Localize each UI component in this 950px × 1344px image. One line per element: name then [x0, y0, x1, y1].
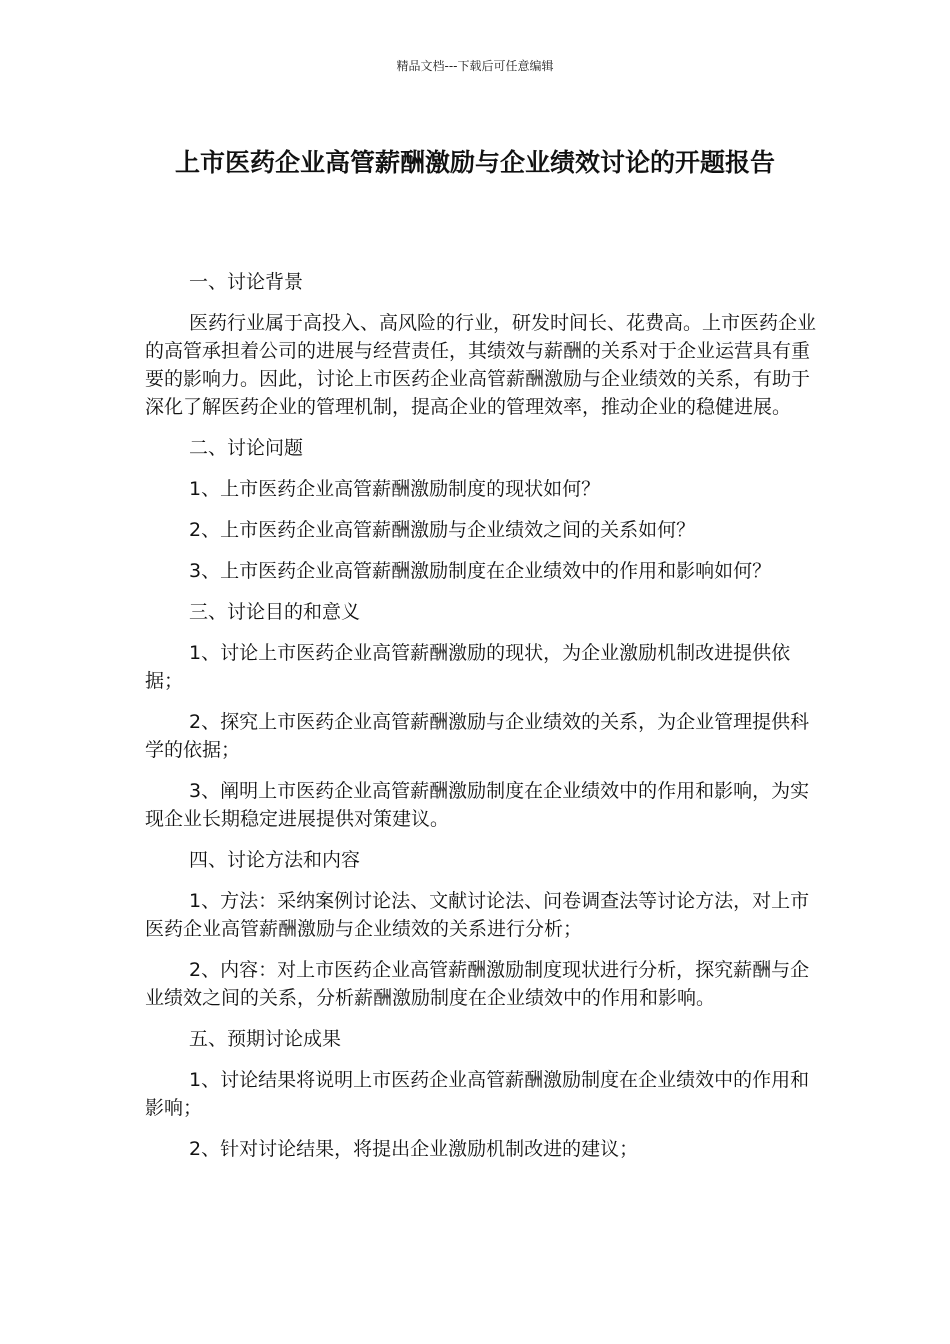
question-item-3: 3、上市医药企业高管薪酬激励制度在企业绩效中的作用和影响如何？ — [189, 560, 772, 582]
section-heading-methods: 四、讨论方法和内容 — [189, 849, 361, 871]
purpose-item-3: 3、阐明上市医药企业高管薪酬激励制度在企业绩效中的作用和影响，为实现企业长期稳定进展提供对策建议。 — [145, 780, 810, 830]
purpose-item-1: 1、讨论上市医药企业高管薪酬激励的现状，为企业激励机制改进提供依据； — [145, 642, 791, 692]
question-item-2: 2、上市医药企业高管薪酬激励与企业绩效之间的关系如何？ — [189, 519, 696, 541]
results-item-1: 1、讨论结果将说明上市医药企业高管薪酬激励制度在企业绩效中的作用和影响； — [145, 1069, 810, 1119]
paragraph-background: 医药行业属于高投入、高风险的行业，研发时间长、花费高。上市医药企业的高管承担着公司的进展与经营责任，其绩效与薪酬的关系对于企业运营具有重要的影响力。因此，讨论上市医药企业高管薪酬激励与企业绩效的关系，有助于深化了解医药企业的管理机制，提高企业的管理效率，推动企业的稳健进展。 — [145, 312, 817, 418]
section-heading-expected-results: 五、预期讨论成果 — [189, 1028, 342, 1050]
page-header-watermark: 精品文档---下载后可任意编辑 — [396, 59, 554, 73]
section-heading-background: 一、讨论背景 — [189, 271, 304, 293]
section-heading-purpose: 三、讨论目的和意义 — [189, 601, 361, 623]
methods-item-2: 2、内容：对上市医药企业高管薪酬激励制度现状进行分析，探究薪酬与企业绩效之间的关系，分析薪酬激励制度在企业绩效中的作用和影响。 — [145, 959, 810, 1009]
document-title: 上市医药企业高管薪酬激励与企业绩效讨论的开题报告 — [174, 148, 775, 177]
purpose-item-2: 2、探究上市医药企业高管薪酬激励与企业绩效的关系，为企业管理提供科学的依据； — [145, 711, 810, 761]
question-item-1: 1、上市医药企业高管薪酬激励制度的现状如何？ — [189, 478, 601, 500]
methods-item-1: 1、方法：采纳案例讨论法、文献讨论法、问卷调查法等讨论方法，对上市医药企业高管薪酬激励与企业绩效的关系进行分析； — [145, 890, 810, 940]
section-heading-questions: 二、讨论问题 — [189, 437, 304, 459]
document-body — [145, 268, 817, 1176]
results-item-2: 2、针对讨论结果，将提出企业激励机制改进的建议； — [189, 1138, 639, 1160]
